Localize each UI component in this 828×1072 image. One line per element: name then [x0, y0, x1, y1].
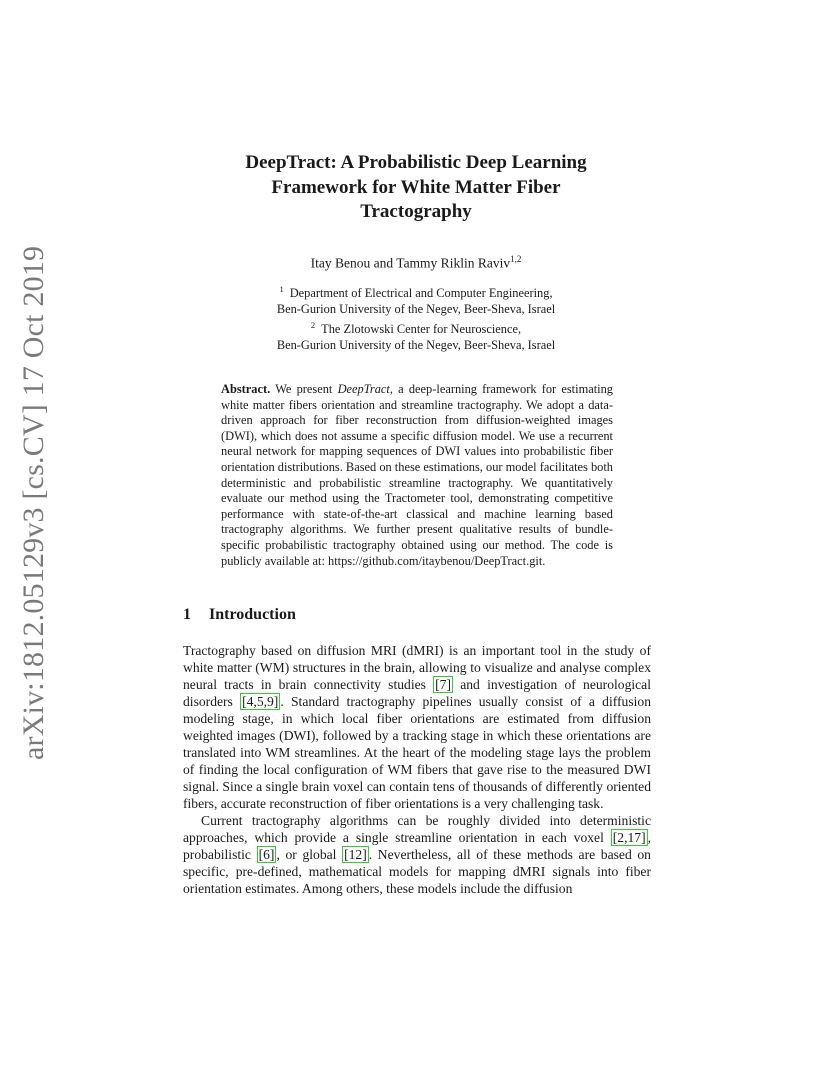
title-line: DeepTract: A Probabilistic Deep Learning	[245, 152, 587, 173]
abstract-text: , a deep-learning framework for estimating white matter fibers orientation and streamline tractography. We adopt a data-driven approach for fiber reconstruction from diffusion-weighted images (DWI), which does not assume a specific diffusion model. We use a recurrent neural network for mapping sequences of DWI values into probabilistic fiber orientation distributions. Based on these estimations, our model facilitates both deterministic and probabilistic streamline tractography. We quantitatively evaluate our method using the Tractometer tool, demonstrating competitive performance with state-of-the-art classical and machine learning based tractography algorithms. We further present qualitative results of bundle-specific probabilistic tractography obtained using our method. The code is publicly available at: https://github.com/itaybenou/DeepTract.git.	[221, 382, 613, 568]
abstract-text: We present	[270, 382, 338, 396]
arxiv-identifier-stamp: arXiv:1812.05129v3 [cs.CV] 17 Oct 2019	[17, 245, 50, 760]
section-title: Introduction	[209, 606, 296, 623]
citation-link[interactable]: [2,17]	[612, 830, 646, 845]
abstract	[221, 382, 613, 569]
affiliation-line: Ben-Gurion University of the Negev, Beer-Sheva, Israel	[276, 338, 556, 353]
section-heading	[183, 606, 296, 624]
citation-link[interactable]: [4,5,9]	[242, 694, 279, 709]
citation-link[interactable]: [7]	[435, 677, 452, 692]
introduction-body	[183, 642, 651, 897]
title-line: Tractography	[360, 201, 472, 222]
author-affiliation-marks: 1,2	[510, 254, 522, 264]
title-line: Framework for White Matter Fiber	[271, 176, 561, 198]
affiliation-line: $^1$ Department of Electrical and Computer Engineering,	[279, 284, 553, 301]
author-list	[160, 254, 672, 272]
affiliation-line: Ben-Gurion University of the Negev, Beer-Sheva, Israel	[276, 302, 556, 317]
paragraph: Current tractography algorithms can be roughly divided into deterministic approaches, which provide a single streamline orientation in each voxel [2,17] , probabilistic [6] , or global [12] . Nevertheless, all of these methods are based on specific, pre-defined, mathematical models for mapping dMRI signals into fiber orientation estimates. Among others, these models include the diffusion	[183, 813, 651, 896]
author-names: Itay Benou and Tammy Riklin Raviv	[310, 255, 511, 271]
section-number: 1	[183, 606, 191, 623]
affiliation-mark: 2	[310, 320, 316, 331]
citation-link[interactable]: [6]	[258, 847, 275, 862]
citation-link[interactable]: [12]	[344, 847, 367, 862]
paragraph: Tractography based on diffusion MRI (dMRI) is an important tool in the study of white matter (WM) structures in the brain, allowing to visualize and analyse complex neural tracts in brain connectivity studies [7] and investigation of neurological disorders [4,5,9] . Standard tractography pipelines usually consist of a diffusion modeling stage, in which local fiber orientations are estimated from diffusion weighted images (DWI), followed by a tracking stage in which these orientations are translated into WM streamlines. At the heart of the modeling stage lays the problem of finding the local configuration of WM fibers that gave rise to the measured DWI signal. Since a single brain voxel can contain tens of thousands of differently oriented fibers, accurate reconstruction of fiber orientations is a very challenging task.	[183, 643, 652, 811]
affiliation-line: $^2$ The Zlotowski Center for Neuroscience,	[310, 320, 522, 337]
affiliations	[160, 281, 672, 353]
abstract-label: Abstract.	[221, 382, 271, 396]
paper-title	[160, 151, 672, 225]
affiliation-mark: 1	[279, 284, 284, 294]
method-name: DeepTract	[337, 382, 390, 396]
